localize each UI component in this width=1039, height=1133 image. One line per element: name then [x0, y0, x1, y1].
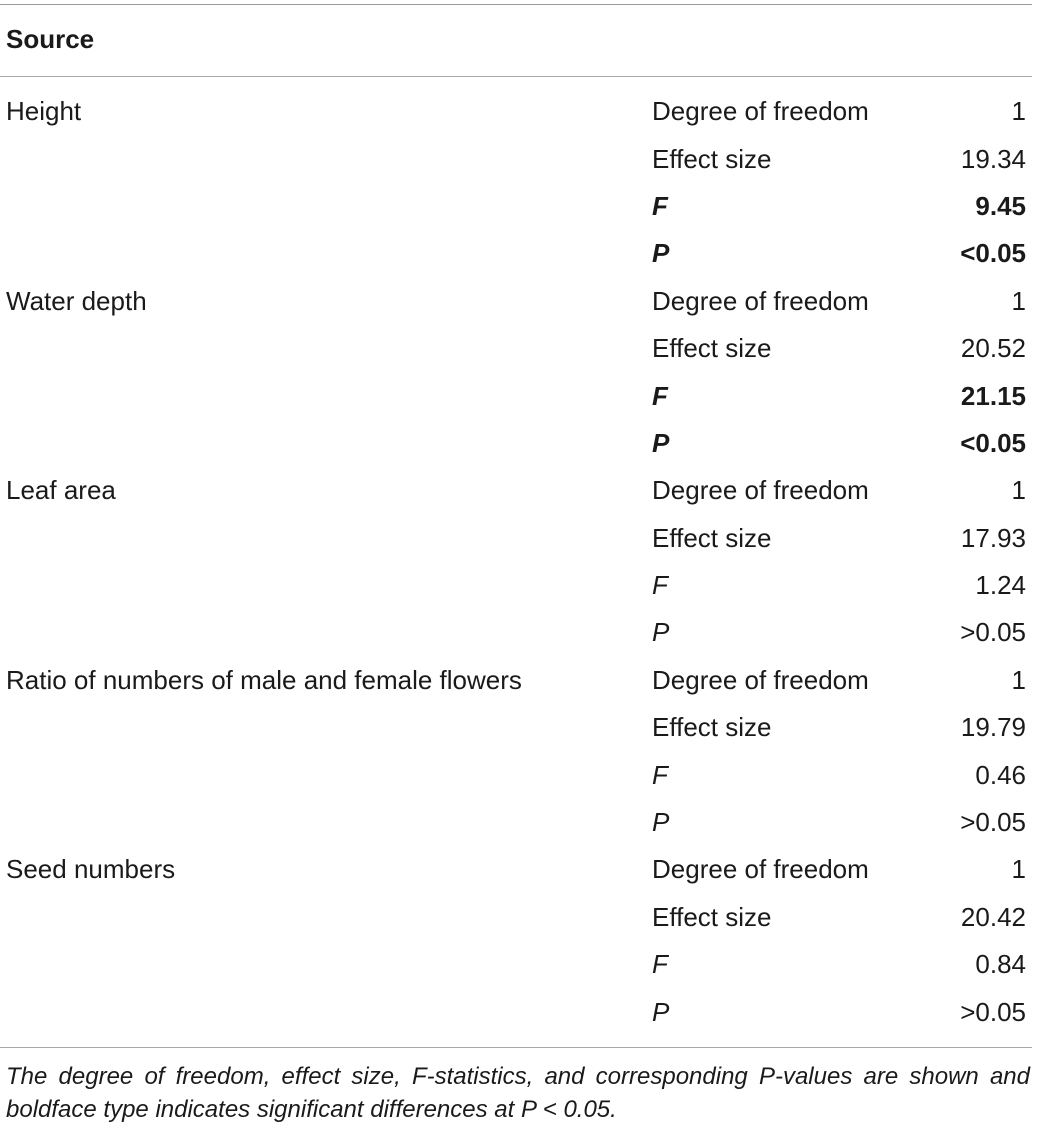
statistic-value-cell: 0.46	[975, 759, 1026, 790]
table-row	[0, 278, 1032, 325]
statistic-value-cell: 9.45	[975, 190, 1026, 221]
source-cell	[0, 799, 646, 846]
source-cell	[0, 941, 646, 988]
statistic-value-cell: 1	[1011, 854, 1026, 885]
table-row	[0, 325, 1032, 372]
bottom-rule	[0, 1047, 1032, 1048]
source-cell	[0, 894, 646, 941]
statistic-label-cell: Degree of freedom	[652, 96, 869, 127]
source-cell: Seed numbers	[6, 854, 176, 885]
table-row	[0, 941, 1032, 988]
source-cell	[0, 183, 646, 230]
statistic-label-cell: F	[652, 759, 668, 790]
statistic-value-cell: 1	[1011, 475, 1026, 506]
table-row	[0, 372, 1032, 419]
statistic-label-cell: Effect size	[652, 901, 772, 932]
source-cell	[0, 135, 646, 182]
table-row	[0, 135, 1032, 182]
table-row	[0, 988, 1032, 1035]
anova-table	[0, 88, 1032, 1036]
table-row	[0, 846, 1032, 893]
source-cell	[0, 704, 646, 751]
table-row	[0, 183, 1032, 230]
statistic-label-cell: Effect size	[652, 333, 772, 364]
source-cell	[0, 562, 646, 609]
statistic-label-cell: Degree of freedom	[652, 285, 869, 316]
source-cell: Water depth	[6, 285, 147, 316]
table-row	[0, 515, 1032, 562]
statistic-label-cell: P	[652, 807, 670, 838]
statistic-label-cell: Effect size	[652, 522, 772, 553]
source-cell: Height	[6, 96, 82, 127]
statistic-value-cell: >0.05	[960, 617, 1026, 648]
statistic-value-cell: 19.34	[960, 143, 1026, 174]
source-cell	[0, 372, 646, 419]
statistic-label-cell: Degree of freedom	[652, 664, 869, 695]
table-row	[0, 894, 1032, 941]
statistic-label-cell: Effect size	[652, 712, 772, 743]
statistic-label-cell: Effect size	[652, 143, 772, 174]
statistic-label-cell: F	[652, 570, 668, 601]
statistic-value-cell: >0.05	[960, 996, 1026, 1027]
table-row	[0, 467, 1032, 514]
statistic-label-cell: Degree of freedom	[652, 475, 869, 506]
table-row	[0, 609, 1032, 656]
table-row	[0, 751, 1032, 798]
statistic-value-cell: 17.93	[960, 522, 1026, 553]
source-cell	[0, 988, 646, 1035]
statistic-value-cell: 1.24	[975, 570, 1026, 601]
source-cell	[0, 420, 646, 467]
source-cell	[0, 609, 646, 656]
statistic-value-cell: 1	[1011, 96, 1026, 127]
statistic-value-cell: 19.79	[960, 712, 1026, 743]
statistic-value-cell: 1	[1011, 285, 1026, 316]
statistic-value-cell: 0.84	[975, 949, 1026, 980]
source-cell	[0, 230, 646, 277]
statistic-label-cell: P	[652, 238, 670, 269]
statistic-label-cell: F	[652, 190, 668, 221]
statistic-value-cell: >0.05	[960, 807, 1026, 838]
statistic-label-cell: P	[652, 617, 670, 648]
top-rule	[0, 4, 1032, 5]
table-row	[0, 562, 1032, 609]
statistic-value-cell: 1	[1011, 664, 1026, 695]
table-body	[0, 88, 1032, 1036]
table-row	[0, 657, 1032, 704]
statistic-value-cell: <0.05	[960, 427, 1026, 458]
table-row	[0, 420, 1032, 467]
source-cell	[0, 751, 646, 798]
source-cell: Leaf area	[6, 475, 116, 506]
table-row	[0, 799, 1032, 846]
column-header-source: Source	[6, 24, 95, 54]
statistic-label-cell: Degree of freedom	[652, 854, 869, 885]
source-cell	[0, 515, 646, 562]
table-footnote: The degree of freedom, effect size, F-statistics, and corresponding P-values are shown and boldface type indicates significant differences at P < 0.05.	[6, 1063, 1030, 1123]
source-cell	[0, 325, 646, 372]
table-row	[0, 230, 1032, 277]
statistic-label-cell: P	[652, 427, 670, 458]
statistic-value-cell: <0.05	[960, 238, 1026, 269]
source-cell: Ratio of numbers of male and female flowers	[6, 664, 522, 695]
table-row	[0, 88, 1032, 135]
statistic-value-cell: 20.52	[960, 333, 1026, 364]
statistic-value-cell: 20.42	[960, 901, 1026, 932]
statistic-label-cell: F	[652, 949, 668, 980]
statistic-label-cell: P	[652, 996, 670, 1027]
statistic-value-cell: 21.15	[960, 380, 1026, 411]
table-row	[0, 704, 1032, 751]
statistic-label-cell: F	[652, 380, 668, 411]
header-rule	[0, 76, 1032, 77]
